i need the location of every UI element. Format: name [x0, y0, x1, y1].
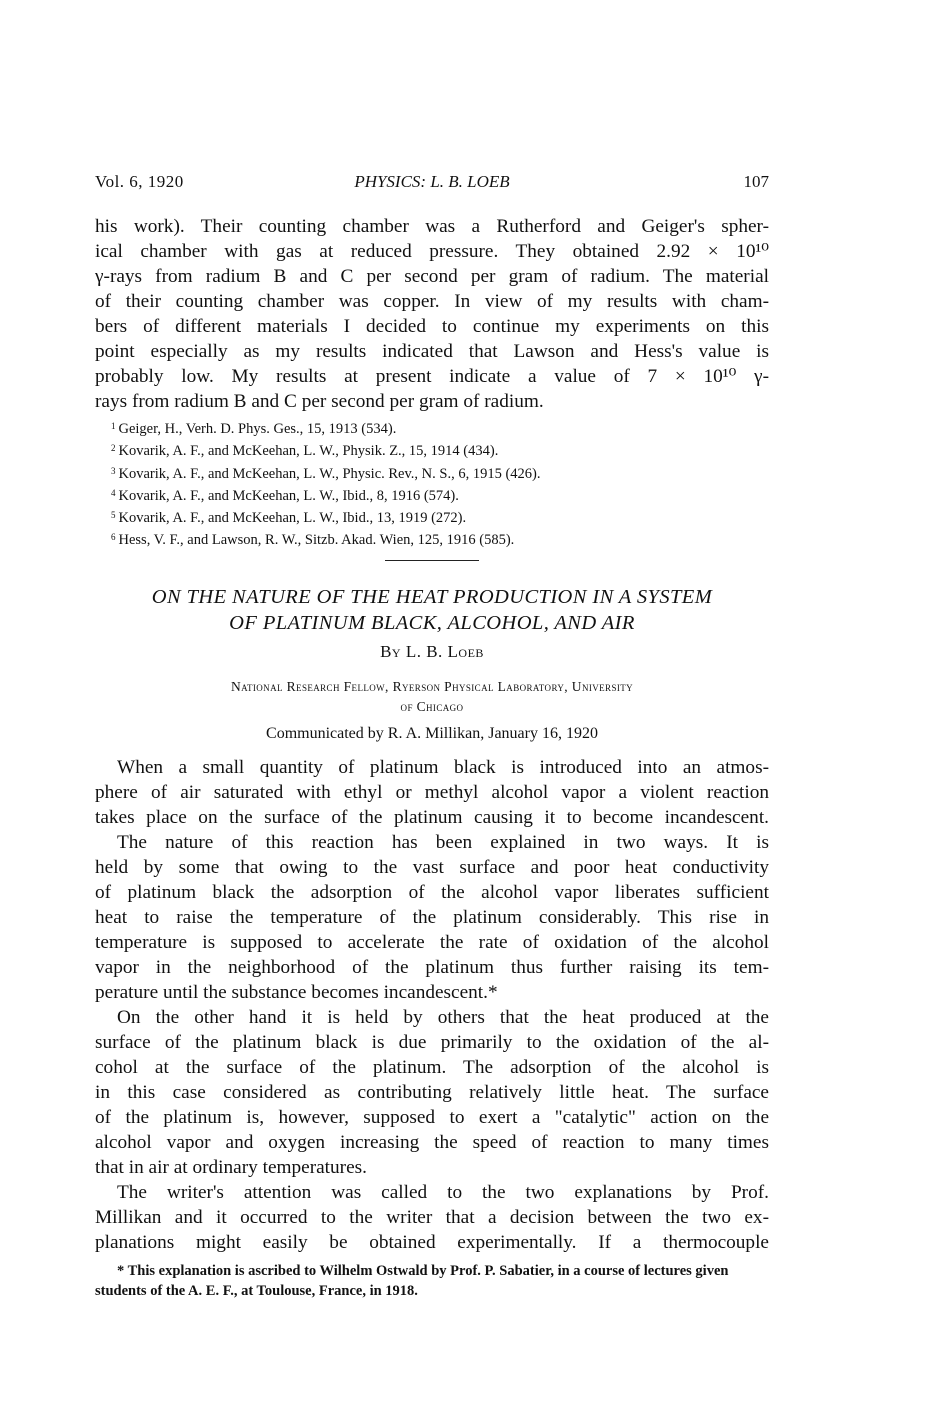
- text-line: Millikan and it occurred to the writer that a decision between the two ex-: [95, 1207, 769, 1228]
- footnote-number: 5: [111, 510, 116, 521]
- text-line: γ-rays from radium B and C per second per gram of radium. The material: [95, 266, 769, 287]
- footnote-item: [111, 484, 771, 506]
- text-line: On the other hand it is held by others that the heat produced at the: [117, 1007, 769, 1028]
- continuation-paragraph: [95, 214, 769, 414]
- footnote-item: [111, 439, 771, 461]
- footnote-number: 2: [111, 443, 116, 454]
- running-title: PHYSICS: L. B. LOEB: [354, 172, 510, 191]
- affiliation-line: National Research Fellow, Ryerson Physical Laboratory, University: [230, 679, 634, 694]
- text-line: temperature is supposed to accelerate the rate of oxidation of the alcohol: [95, 932, 769, 953]
- text-line: rays from radium B and C per second per gram of radium.: [95, 391, 544, 412]
- footnote-text: Kovarik, A. F., and McKeehan, L. W., Ibid., 8, 1916 (574).: [118, 487, 459, 504]
- text-line: held by some that owing to the vast surface and poor heat conductivity: [95, 857, 769, 878]
- text-line: of the platinum is, however, supposed to exert a "catalytic" action on the: [95, 1107, 769, 1128]
- footnote-item: [111, 462, 771, 484]
- text-line: point especially as my results indicated that Lawson and Hess's value is: [95, 341, 769, 362]
- text-line: vapor in the neighborhood of the platinum thus further raising its tem-: [95, 957, 769, 978]
- text-line: alcohol vapor and oxygen increasing the speed of reaction to many times: [95, 1132, 769, 1153]
- footnote-item: [111, 528, 771, 550]
- footnote-item: [111, 417, 771, 439]
- text-line: of their counting chamber was copper. In view of my results with cham-: [95, 291, 769, 312]
- article-title: [91, 584, 773, 636]
- communicated-note: Communicated by R. A. Millikan, January 16, 1920: [266, 725, 598, 742]
- text-line: When a small quantity of platinum black is introduced into an atmos-: [117, 757, 769, 778]
- text-line: planations might easily be obtained experimentally. If a thermocouple: [95, 1232, 769, 1253]
- footnote-text: Geiger, H., Verh. D. Phys. Ges., 15, 1913 (534).: [118, 421, 397, 437]
- text-line: The nature of this reaction has been explained in two ways. It is: [117, 832, 769, 853]
- text-line: The writer's attention was called to the two explanations by Prof.: [117, 1182, 769, 1203]
- text-line: bers of different materials I decided to continue my experiments on this: [95, 316, 769, 337]
- footnote-number: 4: [111, 487, 116, 498]
- footnote-item: [111, 506, 771, 528]
- page-number: 107: [743, 172, 769, 191]
- text-line: ical chamber with gas at reduced pressure. They obtained 2.92 × 10¹⁰: [95, 241, 769, 262]
- footnote-list: [111, 417, 771, 551]
- affiliation-line: of Chicago: [400, 699, 464, 714]
- text-line: surface of the platinum black is due primarily to the oxidation of the al-: [95, 1032, 769, 1053]
- footnote-text: Kovarik, A. F., and McKeehan, L. W., Physic. Rev., N. S., 6, 1915 (426).: [118, 465, 541, 482]
- text-line: heat to raise the temperature of the platinum considerably. This rise in: [95, 907, 769, 928]
- running-header: [95, 172, 769, 194]
- author-byline: By L. B. Loeb: [380, 642, 484, 661]
- section-divider: [385, 560, 479, 561]
- volume-label: Vol. 6, 1920: [95, 172, 184, 191]
- footnote-text: Kovarik, A. F., and McKeehan, L. W., Physik. Z., 15, 1914 (434).: [118, 443, 499, 460]
- footnote-text: Kovarik, A. F., and McKeehan, L. W., Ibid., 13, 1919 (272).: [118, 510, 467, 527]
- title-line: OF PLATINUM BLACK, ALCOHOL, AND AIR: [229, 612, 635, 634]
- text-line: probably low. My results at present indicate a value of 7 × 10¹⁰ γ-: [95, 366, 769, 387]
- text-line: cohol at the surface of the platinum. The adsorption of the alcohol is: [95, 1057, 769, 1078]
- text-line: perature until the substance becomes incandescent.*: [95, 982, 498, 1003]
- footnote-text: Hess, V. F., and Lawson, R. W., Sitzb. Akad. Wien, 125, 1916 (585).: [118, 532, 515, 549]
- footnote-number: 1: [111, 421, 116, 431]
- text-line: that in air at ordinary temperatures.: [95, 1157, 367, 1178]
- footnote-number: 3: [111, 465, 116, 476]
- footnote-number: 6: [111, 532, 116, 543]
- author-affiliation: [95, 677, 769, 717]
- body-text: [95, 755, 769, 1255]
- text-line: takes place on the surface of the platinum causing it to become incandescent.: [95, 807, 769, 828]
- text-line: in this case considered as contributing relatively little heat. The surface: [95, 1082, 769, 1103]
- text-line: his work). Their counting chamber was a Rutherford and Geiger's spher-: [95, 216, 769, 237]
- text-line: of platinum black the adsorption of the alcohol vapor liberates sufficient: [95, 882, 769, 903]
- text-line: phere of air saturated with ethyl or methyl alcohol vapor a violent reaction: [95, 782, 769, 803]
- title-line: ON THE NATURE OF THE HEAT PRODUCTION IN A SYSTEM: [151, 586, 713, 608]
- bottom-footnote: * This explanation is ascribed to Wilhelm Ostwald by Prof. P. Sabatier, in a course of lectures given students of the A. E. F., at Toulouse, France, in 1918.: [95, 1263, 729, 1299]
